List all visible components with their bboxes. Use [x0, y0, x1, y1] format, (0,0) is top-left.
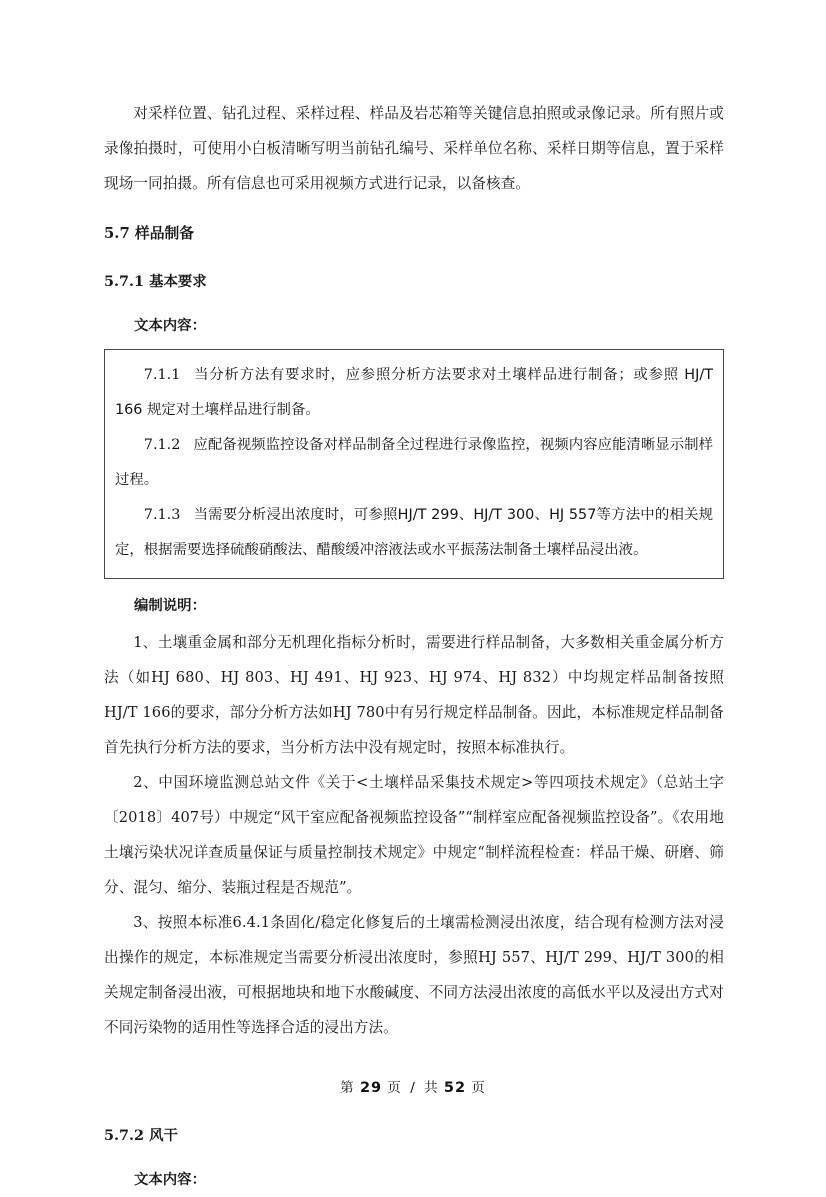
clause-7-1-1: [115, 358, 713, 428]
intro-paragraph: 对采样位置、钻孔过程、采样过程、样品及岩芯箱等关键信息拍照或录像记录。所有照片或录像拍摄时，可使用小白板清晰写明当前钻孔编号、采样单位名称、采样日期等信息，置于采样现场一同拍摄。所有信息也可采用视频方式进行记录，以备核查。: [104, 105, 724, 192]
section-heading-5-7: 5.7 样品制备: [104, 225, 195, 242]
footer-total-prefix: 共: [424, 1080, 439, 1096]
text-content-label-5-7-1: 文本内容：: [134, 318, 206, 334]
footer-current-page: 29: [359, 1080, 383, 1096]
clause-number-7-1-1: 7.1.1: [143, 367, 181, 383]
clause-text-7-1-2: 应配备视频监控设备对样品制备全过程进行录像监控，视频内容应能清晰显示制样过程。: [115, 437, 713, 488]
clause-number-7-1-2: 7.1.2: [143, 437, 181, 453]
footer-total-pages: 52: [443, 1080, 467, 1096]
clause-number-7-1-3: 7.1.3: [143, 507, 181, 523]
footer-prefix: 第: [340, 1080, 355, 1096]
explanation-body: [104, 625, 724, 1045]
subsection-heading-5-7-1: 5.7.1 基本要求: [104, 273, 207, 290]
explanation-paragraph-1: 1、土壤重金属和部分无机理化指标分析时，需要进行样品制备，大多数相关重金属分析方法（如HJ 680、HJ 803、HJ 491、HJ 923、HJ 974、HJ 832）中均规定样品制备按照HJ/T 166的要求，部分分析方法如HJ 780中有另行规定样品制备。因此，本标准规定样品制备首先执行分析方法的要求，当分析方法中没有规定时，按照本标准执行。: [104, 634, 724, 756]
clause-7-1-3: [115, 498, 713, 568]
section-spacer: [104, 1045, 724, 1105]
clause-7-1-2: [115, 428, 713, 498]
quoted-clause-box: [104, 349, 724, 579]
clause-text-7-1-3: 当需要分析浸出浓度时，可参照HJ/T 299、HJ/T 300、HJ 557等方法中的相关规定，根据需要选择硫酸硝酸法、醋酸缓冲溶液法或水平振荡法制备土壤样品浸出液。: [115, 507, 713, 558]
page-footer: [0, 1076, 826, 1096]
clause-text-7-1-1: 当分析方法有要求时，应参照分析方法要求对土壤样品进行制备；或参照 HJ/T 166 规定对土壤样品进行制备。: [115, 367, 713, 418]
footer-total-unit: 页: [471, 1080, 486, 1096]
page-content: [104, 96, 724, 1197]
footer-separator: /: [410, 1080, 416, 1096]
subsection-heading-5-7-2: 5.7.2 风干: [104, 1127, 178, 1144]
explanation-label: 编制说明：: [134, 598, 206, 614]
explanation-paragraph-2: 2、中国环境监测总站文件《关于<土壤样品采集技术规定>等四项技术规定》（总站土字〔2018〕407号）中规定“风干室应配备视频监控设备”“制样室应配备视频监控设备”。《农用地土壤污染状况详查质量保证与质量控制技术规定》中规定“制样流程检查：样品干燥、研磨、筛分、混匀、缩分、装瓶过程是否规范”。: [104, 774, 724, 896]
footer-page-unit: 页: [387, 1080, 402, 1096]
explanation-paragraph-3: 3、按照本标准6.4.1条固化/稳定化修复后的土壤需检测浸出浓度，结合现有检测方法对浸出操作的规定，本标准规定当需要分析浸出浓度时，参照HJ 557、HJ/T 299、HJ/T 300的相关规定制备浸出液，可根据地块和地下水酸碱度、不同方法浸出浓度的高低水平以及浸出方式对不同污染物的适用性等选择合适的浸出方法。: [104, 914, 724, 1036]
text-content-label-5-7-2: 文本内容：: [134, 1172, 206, 1188]
